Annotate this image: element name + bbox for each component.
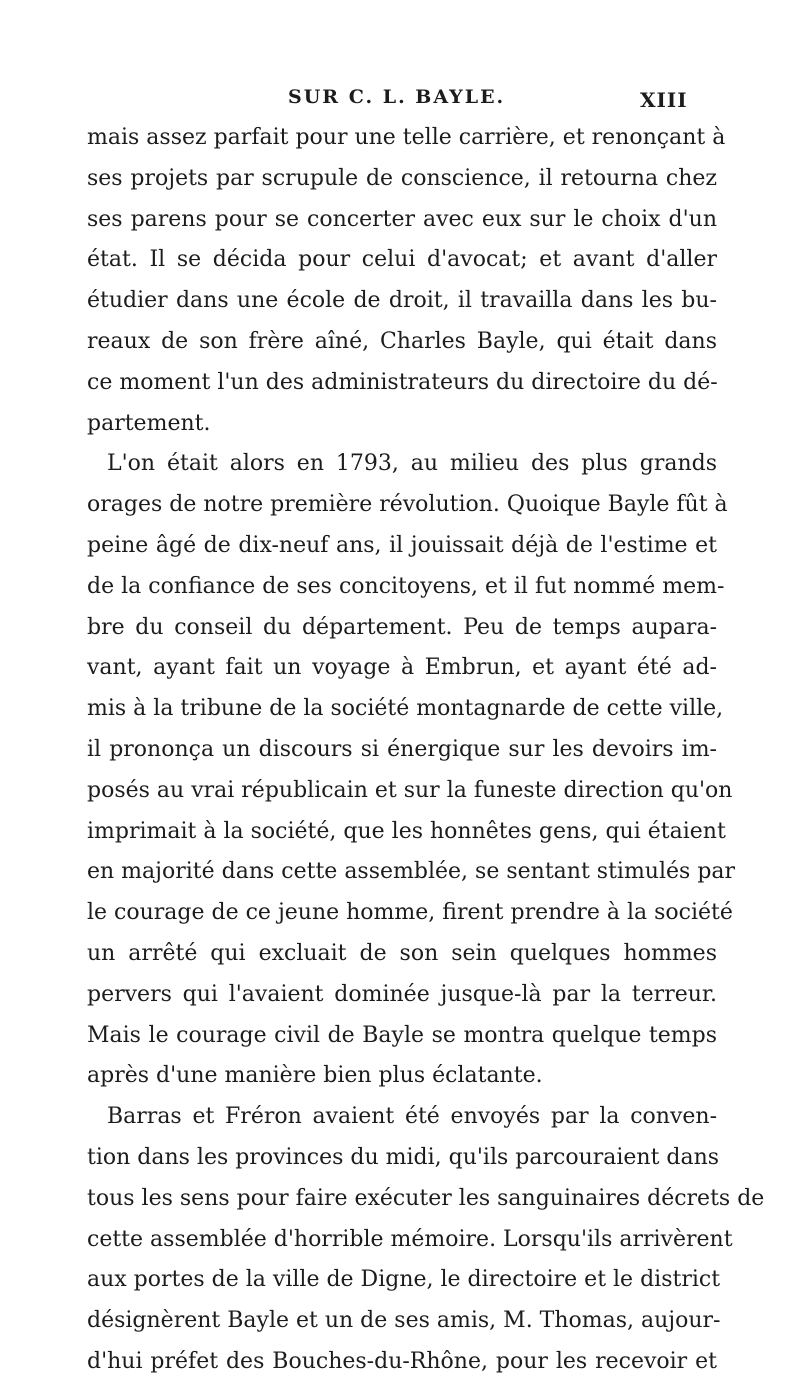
- text-line: un arrêté qui excluait de son sein quelques hommes: [87, 940, 717, 966]
- text-line: orages de notre première révolution. Quoique Bayle fût à: [87, 492, 728, 518]
- text-line: d'hui préfet des Bouches-du-Rhône, pour les recevoir et: [87, 1348, 717, 1374]
- text-line: ses projets par scrupule de conscience, il retourna chez: [87, 165, 717, 191]
- text-line: reaux de son frère aîné, Charles Bayle, qui était dans: [87, 328, 717, 354]
- text-line: cette assemblée d'horrible mémoire. Lorsqu'ils arrivèrent: [87, 1226, 733, 1252]
- text-line: vant, ayant fait un voyage à Embrun, et ayant été ad-: [87, 655, 717, 681]
- text-line: aux portes de la ville de Digne, le directoire et le district: [87, 1267, 721, 1293]
- text-line: pervers qui l'avaient dominée jusque-là par la terreur.: [87, 981, 717, 1007]
- text-line: peine âgé de dix-neuf ans, il jouissait déjà de l'estime et: [87, 532, 717, 558]
- text-line: bre du conseil du département. Peu de temps aupara-: [87, 614, 717, 640]
- text-line: posés au vrai républicain et sur la funeste direction qu'on: [87, 777, 733, 803]
- text-line: Mais le courage civil de Bayle se montra quelque temps: [87, 1022, 717, 1048]
- text-line: il prononça un discours si énergique sur les devoirs im-: [87, 736, 717, 762]
- text-line: après d'une manière bien plus éclatante.: [87, 1063, 543, 1089]
- text-line: Barras et Fréron avaient été envoyés par la conven-: [107, 1104, 717, 1130]
- text-line: ce moment l'un des administrateurs du directoire du dé-: [87, 369, 718, 395]
- text-line: en majorité dans cette assemblée, se sentant stimulés par: [87, 859, 736, 885]
- text-line: L'on était alors en 1793, au milieu des plus grands: [107, 451, 717, 477]
- running-head: SUR C. L. BAYLE.: [288, 86, 506, 108]
- body-text: [87, 118, 765, 1383]
- text-line: tous les sens pour faire exécuter les sanguinaires décrets de: [87, 1185, 765, 1211]
- page-header: [0, 86, 801, 116]
- text-line: état. Il se décida pour celui d'avocat; et avant d'aller: [87, 247, 717, 273]
- text-line: tion dans les provinces du midi, qu'ils parcouraient dans: [87, 1144, 720, 1170]
- text-line: mis à la tribune de la société montagnarde de cette ville,: [87, 696, 724, 722]
- text-line: partement.: [87, 410, 211, 436]
- page-number: XIII: [640, 88, 688, 112]
- text-line: imprimait à la société, que les honnêtes gens, qui étaient: [87, 818, 726, 844]
- text-line: étudier dans une école de droit, il travailla dans les bu-: [87, 288, 717, 314]
- text-line: de la confiance de ses concitoyens, et il fut nommé mem-: [87, 573, 725, 599]
- text-line: désignèrent Bayle et un de ses amis, M. Thomas, aujour-: [87, 1308, 721, 1334]
- text-line: mais assez parfait pour une telle carrière, et renonçant à: [87, 125, 726, 150]
- text-line: le courage de ce jeune homme, firent prendre à la société: [87, 900, 733, 926]
- text-line: ses parens pour se concerter avec eux sur le choix d'un: [87, 206, 717, 232]
